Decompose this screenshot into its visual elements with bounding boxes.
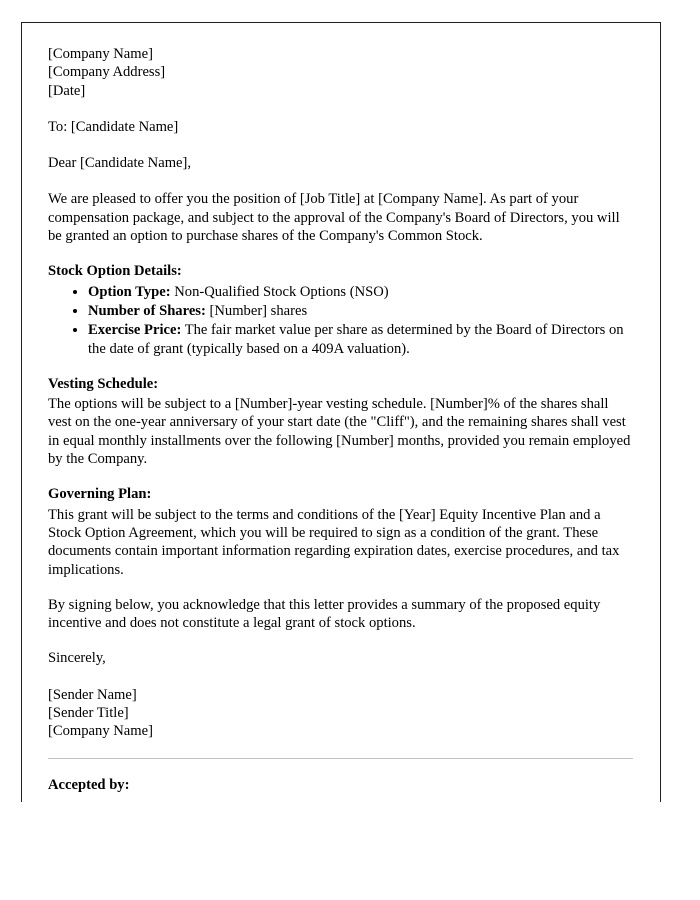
section-divider	[48, 758, 633, 759]
letterhead-company-name: [Company Name]	[48, 46, 153, 62]
signoff-line: Sincerely,	[48, 650, 106, 667]
governing-plan-section	[48, 485, 633, 578]
list-item	[88, 283, 633, 301]
list-item-value: [Number] shares	[205, 302, 308, 319]
list-item-term: Option Type:	[88, 283, 171, 300]
list-item	[88, 302, 633, 320]
document-content	[48, 45, 633, 794]
governing-plan-heading: Governing Plan:	[48, 486, 152, 503]
governing-plan-body: This grant will be subject to the terms and conditions of the [Year] Equity Incentive Plan and a Stock Option Agreement, which you will be required to sign as a condition of the grant. These documents contain important information regarding expiration dates, exercise procedures, and tax implications.	[48, 506, 620, 578]
acknowledgement-paragraph: By signing below, you acknowledge that this letter provides a summary of the proposed equity incentive and does not constitute a legal grant of stock options.	[48, 596, 601, 632]
stock-option-details-heading: Stock Option Details:	[48, 263, 182, 280]
signature-sender-name: [Sender Name]	[48, 686, 137, 703]
vesting-schedule-body: The options will be subject to a [Number]-year vesting schedule. [Number]% of the shares shall vest on the one-year anniversary of your start date (the "Cliff"), and the remaining shares shall vest in equal monthly installments over the following [Number] months, provided you remain employed by the Company.	[48, 396, 631, 468]
list-item	[88, 321, 633, 358]
signature-company-name: [Company Name]	[48, 723, 153, 740]
signature-sender-title: [Sender Title]	[48, 705, 129, 722]
accepted-by-heading: Accepted by:	[48, 776, 130, 793]
letterhead-date: [Date]	[48, 82, 86, 99]
addressee-line: To: [Candidate Name]	[48, 118, 179, 135]
vesting-schedule-section	[48, 375, 633, 468]
list-item-term: Exercise Price:	[88, 322, 182, 339]
intro-paragraph: We are pleased to offer you the position of [Job Title] at [Company Name]. As part of your compensation package, and subject to the approval of the Company's Board of Directors, you will be granted an option to purchase shares of the Company's Common Stock.	[48, 191, 620, 245]
stock-option-details-list	[48, 283, 633, 358]
vesting-schedule-heading: Vesting Schedule:	[48, 375, 159, 392]
document-page	[21, 22, 661, 802]
letterhead	[48, 45, 633, 100]
list-item-term: Number of Shares:	[88, 302, 206, 319]
signature-block	[48, 686, 633, 741]
list-item-value: Non-Qualified Stock Options (NSO)	[170, 283, 389, 300]
salutation-line: Dear [Candidate Name],	[48, 155, 192, 172]
list-item-value: The fair market value per share as determined by the Board of Directors on the date of grant (typically based on a 409A valuation).	[88, 322, 624, 357]
letterhead-company-address: [Company Address]	[48, 64, 166, 81]
